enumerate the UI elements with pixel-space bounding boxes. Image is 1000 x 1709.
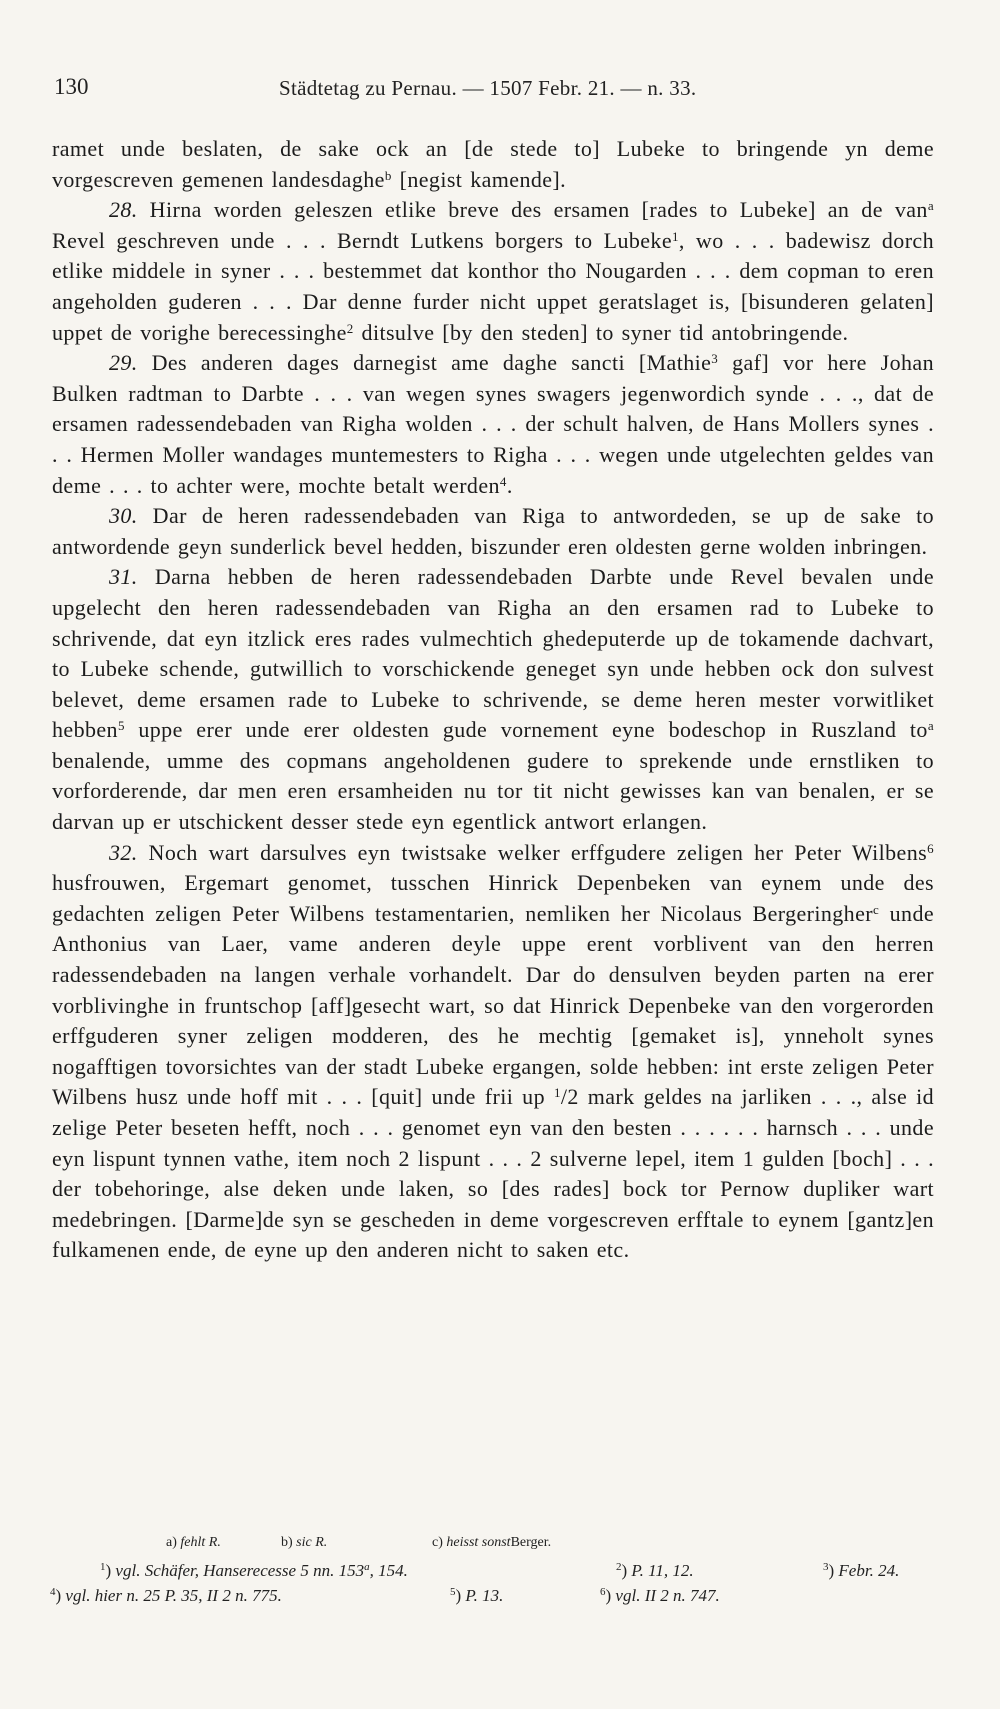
fraction-denominator: /2 [560, 1084, 579, 1110]
paragraph-number: 32. [109, 839, 138, 865]
footnote-number: 2 [616, 1561, 622, 1573]
paragraph-31 [52, 562, 934, 837]
text-run: uppe erer unde erer oldesten gude vornement eyne bodeschop in Ruszland to [124, 717, 928, 743]
text-run: unde Anthonius van Laer, vame anderen deyle uppe erent vorblivent van den herren radessendebaden na langen verhale vorhandelt. Dar do densulven beyden parten na erer vorblivinghe in fruntschop [aff]gesecht wart, so dat Hinrick Depenbeke van den vorgerorden erffguderen syner zeligen modderen, des he mechtig [gemaket is], ynneholt synes nogafftigen tovorsichtes van der stadt Lubeke ergangen, solde hebben: int erste zeligen Peter Wilbens husz unde hoff mit . . . [quit] unde frii up [52, 900, 935, 1110]
note-text: Berger. [510, 1535, 552, 1550]
paragraph-30 [52, 501, 934, 562]
footnote-4 [50, 1586, 282, 1606]
note-text: fehlt R. [180, 1535, 221, 1550]
footnote-text: P. 11, 12. [631, 1561, 694, 1580]
text-run: Des anderen dages darnegist ame daghe sancti [Mathie [137, 350, 712, 376]
paragraph-number: 31. [109, 564, 138, 590]
running-title: Städtetag zu Pernau. — 1507 Febr. 21. — n. 33. [279, 76, 697, 100]
footnote-3 [823, 1561, 899, 1581]
footnote-marker: 6 [927, 840, 934, 856]
footnote-marker: 4 [499, 473, 507, 489]
footnote-paren: ) [605, 1586, 616, 1605]
footnote-number: 6 [600, 1586, 606, 1598]
text-run: Noch wart darsulves eyn twistsake welker erffgudere zeligen her Peter Wilbens [137, 839, 928, 865]
textual-note-a [166, 1535, 221, 1551]
footnote-paren: ) [828, 1561, 839, 1580]
paragraph-number: 28. [109, 197, 138, 223]
footnote-number: 3 [823, 1561, 829, 1573]
text-run: Dar de heren radessendebaden van Riga to antwordeden, se up de sake to antwordende geyn sunderlick bevel hedden, biszunder eren oldesten gerne wolden inbringen. [52, 503, 934, 559]
note-marker: a [927, 718, 934, 734]
note-mark: a) [166, 1535, 177, 1550]
footnote-text: vgl. Schäfer, Hanserecesse 5 nn. 153 [115, 1561, 365, 1580]
note-marker: b [384, 167, 392, 183]
footnote-paren: ) [55, 1586, 66, 1605]
footnote-6 [600, 1586, 720, 1606]
text-run: benalende, umme des copmans angeholdenen gudere to sprekende unde ernstliken to vorforderende, dar men eren ersamheiden nu tor tit nicht gewisses kan van benalen, er se darvan up er utschickent desser stede eyn egentlick antwort erlangen. [52, 747, 934, 835]
text-run: Revel geschreven unde . . . Berndt Lutkens borgers to Lubeke [52, 227, 673, 253]
text-run: Hirna worden geleszen etlike breve des ersamen [rades to Lubeke] an de van [137, 197, 928, 223]
textual-note-b [281, 1535, 327, 1551]
page-number: 130 [54, 74, 89, 99]
text-run: gaf] vor here Johan Bulken radtman to Darbte . . . van wegen synes swagers jegenwordich synde . . ., dat de ersamen radessendebaden van Righa wolden . . . der schult halven, de Hans Mollers synes . . . Hermen Moller wandages muntemesters to Righa . . . wegen unde utgelechten geldes van deme . . . to achter were, mochte betalt werden [52, 350, 934, 498]
footnote-paren: ) [455, 1586, 466, 1605]
footnote-paren: ) [105, 1561, 116, 1580]
footnote-number: 5 [450, 1586, 456, 1598]
paragraph-intro [52, 134, 934, 195]
footnote-5 [450, 1586, 503, 1606]
text-run: . [506, 472, 513, 498]
note-text: sic R. [296, 1535, 328, 1550]
footnote-text: P. 13. [465, 1586, 504, 1605]
footnote-text: vgl. II 2 n. 747. [615, 1586, 720, 1605]
text-run: ditsulve [by den steden] to syner tid antobringende. [353, 319, 849, 345]
text-run: Darna hebben de heren radessendebaden Darbte unde Revel bevalen unde upgelecht den heren radessendebaden van Righa an den ersamen rad to Lubeke to schrivende, dat eyn itzlick eres rades vulmechtich ghedeputerde up de tokamende dachvart, to Lubeke schende, gutwillich to vorschickende geneget syn unde hebben ock don sulvest belevet, deme ersamen rade to Lubeke to schrivende, se deme heren mester vorwitliket hebben [52, 564, 934, 743]
note-marker: c [872, 901, 880, 917]
footnote-1 [100, 1561, 408, 1581]
main-text [52, 134, 934, 1266]
paragraph-29 [52, 348, 934, 501]
text-run: , wo . . . badewisz dorch etlike middele in syner . . . bestemmet dat konthor tho Nougarden . . . dem copman to eren angeholden guderen . . . Dar denne furder nicht uppet geratslaget is, [bisunderen gelaten] uppet de vorighe berecessinghe [52, 227, 934, 345]
footnote-marker: 5 [117, 718, 125, 734]
footnote-paren: ) [621, 1561, 632, 1580]
footnote-text: Febr. 24. [838, 1561, 900, 1580]
paragraph-32 [52, 838, 934, 1266]
fraction-numerator: 1 [553, 1085, 561, 1101]
footnote-marker: 2 [346, 320, 354, 336]
paragraph-28 [52, 195, 934, 348]
text-run: husfrouwen, Ergemart genomet, tusschen Hinrick Depenbeken van eynem unde des gedachten zeligen Peter Wilbens testamentarien, nemliken her Nicolaus Bergeringher [52, 870, 934, 926]
paragraph-number: 29. [109, 350, 138, 376]
note-mark: b) [281, 1535, 293, 1550]
footnote-text: vgl. hier n. 25 P. 35, II 2 n. 775. [65, 1586, 282, 1605]
footnote-2 [616, 1561, 694, 1581]
footnote-sup: a [364, 1561, 370, 1573]
footnote-number: 1 [100, 1561, 106, 1573]
footnote-marker: 3 [711, 351, 719, 367]
note-mark: c) [432, 1535, 443, 1550]
text-run: mark geldes na jarliken . . ., alse id zelige Peter beseten hefft, noch . . . genomet eyn van den besten . . . . . . harnsch . . . unde eyn lispunt tynnen vathe, item noch 2 lispunt . . . 2 sulverne lepel, item 1 gulden [boch] . . . der tobehoringe, alse deken unde laken, so [des rades] bock tor Pernow dupliker wart medebringen. [Darme]de syn se gescheden in deme vorgescreven erfftale to eynem [gantz]en fulkamenen ende, de eyne up den anderen nicht to saken etc. [52, 1084, 934, 1263]
text-run: [negist kamende]. [391, 166, 567, 192]
textual-note-c [432, 1535, 551, 1551]
note-marker: a [927, 198, 934, 214]
footnote-marker: 1 [672, 228, 679, 244]
footnote-text: , 154. [369, 1561, 408, 1580]
note-text: heisst sonst [446, 1535, 511, 1550]
paragraph-number: 30. [109, 503, 138, 529]
text-run: ramet unde beslaten, de sake ock an [de stede to] Lubeke to bringende yn deme vorgescreven gemenen landesdaghe [52, 136, 934, 192]
footnote-number: 4 [50, 1586, 56, 1598]
